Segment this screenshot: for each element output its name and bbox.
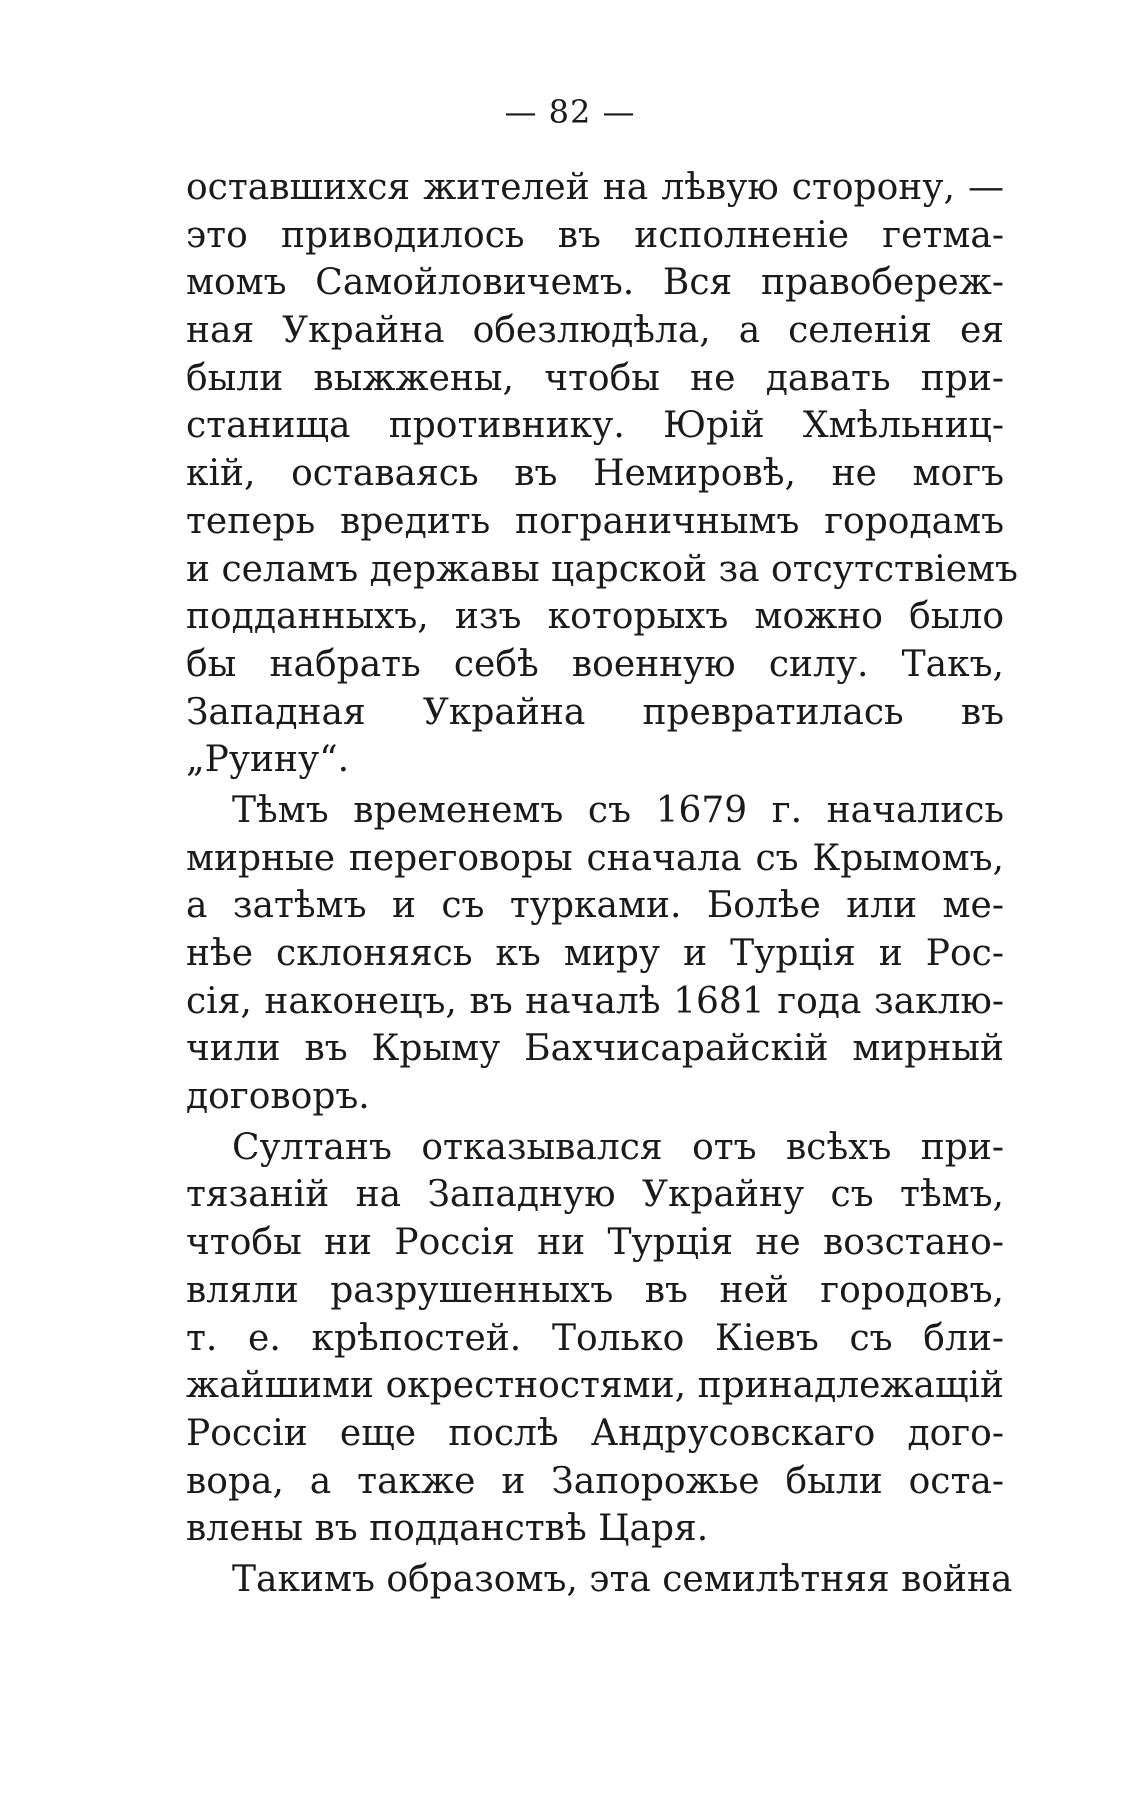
text-line: вляли разрушенныхъ въ ней городовъ,: [186, 1269, 1004, 1311]
text-line: Западная Украйна превратилась въ: [186, 691, 1004, 733]
text-line: „Руину“.: [186, 739, 350, 781]
text-line: и селамъ державы царской за отсутствіемъ: [186, 548, 1018, 590]
text-line: подданныхъ, изъ которыхъ можно было: [186, 596, 1004, 638]
paragraph-4: [186, 1556, 1013, 1604]
text-line: Султанъ отказывался отъ всѣхъ при-: [232, 1126, 1004, 1168]
text-line: влены въ подданствѣ Царя.: [186, 1508, 709, 1550]
text-line: Россіи еще послѣ Андрусовскаго дого-: [186, 1412, 1004, 1454]
text-line: сія, наконецъ, въ началѣ 1681 года заклю-: [186, 980, 1004, 1022]
text-line: станища противнику. Юрій Хмѣльниц-: [186, 405, 1004, 447]
paragraph-1: [186, 164, 1018, 784]
text-line: чили въ Крыму Бахчисарайскій мирный: [186, 1028, 1004, 1070]
text-line: оставшихся жителей на лѣвую сторону, —: [186, 167, 1004, 208]
text-line: момъ Самойловичемъ. Вся правобереж-: [186, 262, 1004, 304]
text-line: т. е. крѣпостей. Только Кіевъ съ бли-: [186, 1317, 1004, 1359]
text-line: Такимъ образомъ, эта семилѣтняя война: [232, 1558, 1013, 1600]
page-text: [186, 164, 1018, 1607]
text-line: Тѣмъ временемъ съ 1679 г. начались: [232, 789, 1004, 831]
text-line: а затѣмъ и съ турками. Болѣе или ме-: [186, 885, 1004, 927]
text-line: были выжжены, чтобы не давать при-: [186, 357, 1004, 399]
text-line: нѣе склоняясь къ миру и Турція и Рос-: [186, 933, 1004, 974]
text-line: договоръ.: [186, 1076, 370, 1118]
text-line: это приводилось въ исполненіе гетма-: [186, 214, 1004, 256]
text-line: бы набрать себѣ военную силу. Такъ,: [186, 643, 1004, 685]
text-line: теперь вредить пограничнымъ городамъ: [186, 500, 1004, 542]
paragraph-3: [186, 1124, 1004, 1553]
text-line: вора, а также и Запорожье были оста-: [186, 1460, 1004, 1502]
text-line: жайшими окрестностями, принадлежащій: [186, 1365, 1004, 1407]
text-line: кій, оставаясь въ Немировѣ, не могъ: [186, 453, 1004, 495]
text-line: тязаній на Западную Украйну съ тѣмъ,: [186, 1174, 1004, 1216]
page-number: — 82 —: [504, 93, 636, 131]
text-line: чтобы ни Россія ни Турція не возстано-: [186, 1222, 1004, 1264]
paragraph-2: [186, 787, 1004, 1121]
text-line: мирные переговоры сначала съ Крымомъ,: [186, 837, 1004, 879]
text-line: ная Украйна обезлюдѣла, а селенія ея: [186, 310, 1004, 352]
